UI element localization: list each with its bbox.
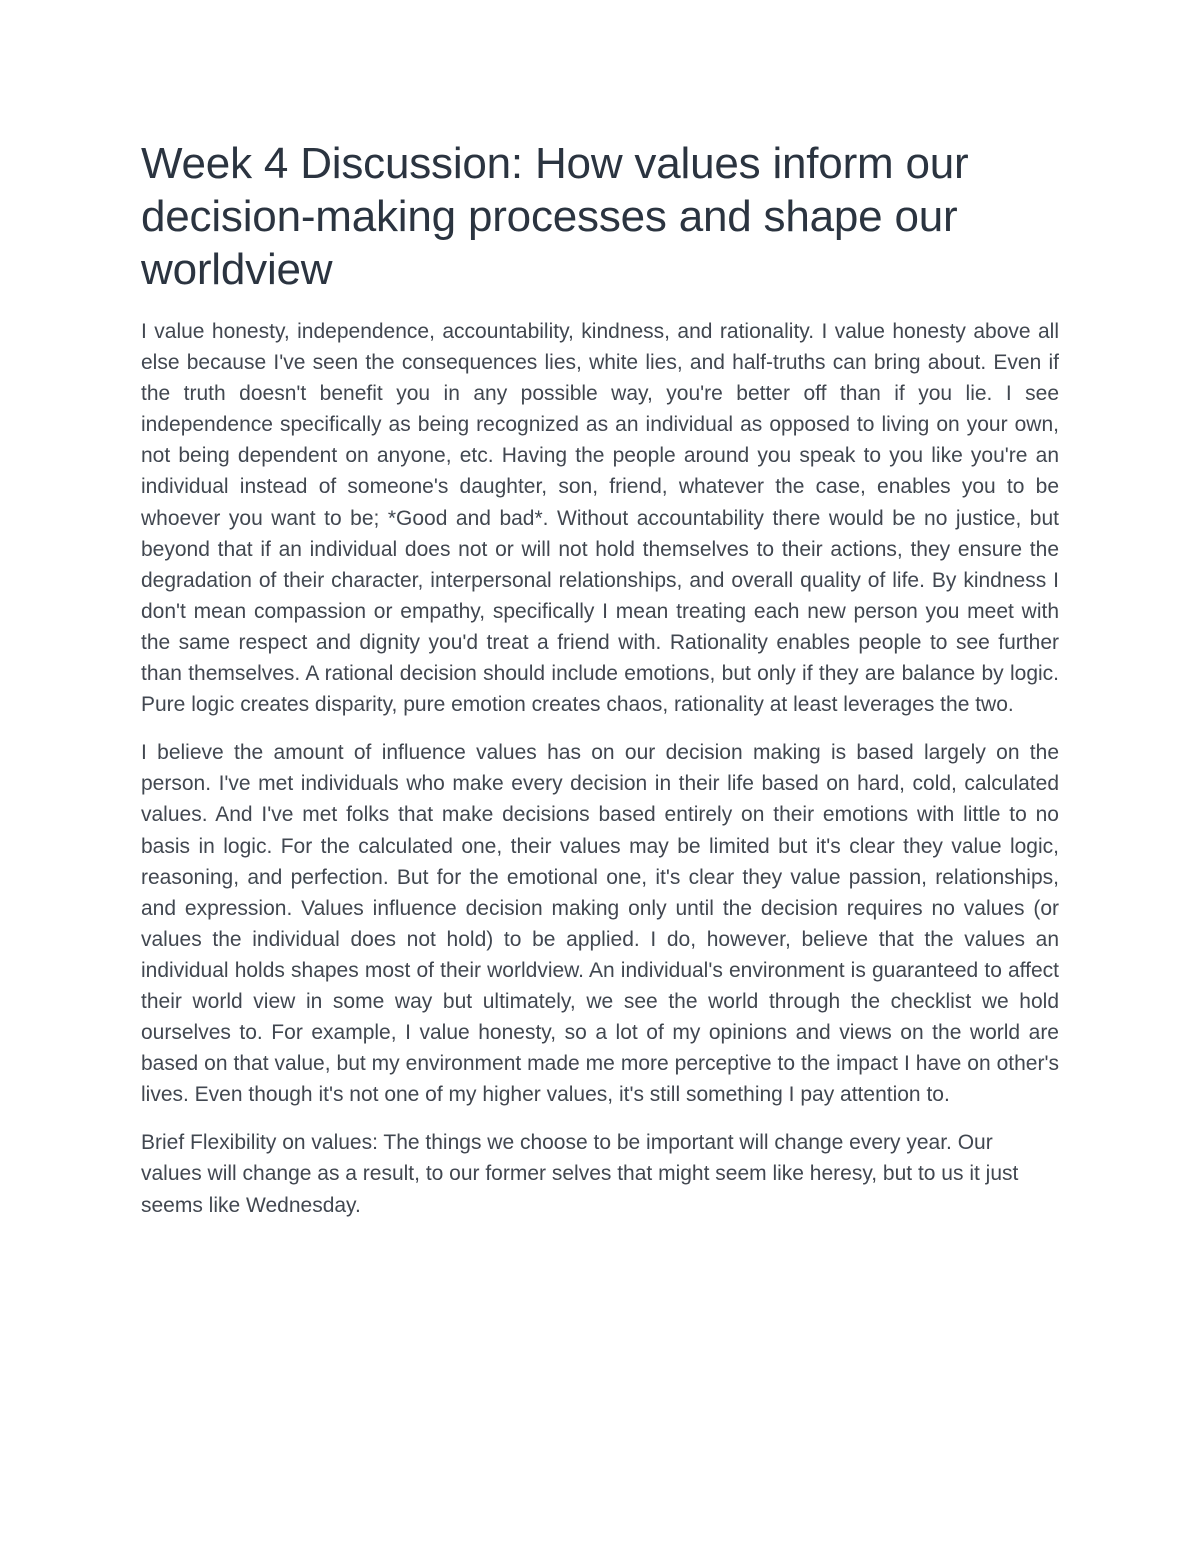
document-page [141, 137, 1059, 1221]
paragraph-influence: I believe the amount of influence values has on our decision making is based largely on the person. I've met individuals who make every decision in their life based on hard, cold, calculated values. And I've met folks that make decisions based entirely on their emotions with little to no basis in logic. For the calculated one, their values may be limited but it's clear they value logic, reasoning, and perfection. But for the emotional one, it's clear they value passion, relationships, and expression. Values influence decision making only until the decision requires no values (or values the individual does not hold) to be applied. I do, however, believe that the values an individual holds shapes most of their worldview. An individual's environment is guaranteed to affect their world view in some way but ultimately, we see the world through the checklist we hold ourselves to. For example, I value honesty, so a lot of my opinions and views on the world are based on that value, but my environment made me more perceptive to the impact I have on other's lives. Even though it's not one of my higher values, it's still something I pay attention to. [141, 741, 1059, 1107]
paragraph-flexibility: Brief Flexibility on values: The things we choose to be important will change every year. Our values will change as a result, to our former selves that might seem like heresy, but to us it just seems like Wednesday. [141, 1131, 1019, 1217]
paragraph-values: I value honesty, independence, accountability, kindness, and rationality. I value honesty above all else because I've seen the consequences lies, white lies, and half-truths can bring about. Even if the truth doesn't benefit you in any possible way, you're better off than if you lie. I see independence specifically as being recognized as an individual as opposed to living on your own, not being dependent on anyone, etc. Having the people around you speak to you like you're an individual instead of someone's daughter, son, friend, whatever the case, enables you to be whoever you want to be; *Good and bad*. Without accountability there would be no justice, but beyond that if an individual does not or will not hold themselves to their actions, they ensure the degradation of their character, interpersonal relationships, and overall quality of life. By kindness I don't mean compassion or empathy, specifically I mean treating each new person you meet with the same respect and dignity you'd treat a friend with. Rationality enables people to see further than themselves. A rational decision should include emotions, but only if they are balance by logic. Pure logic creates disparity, pure emotion creates chaos, rationality at least leverages the two. [141, 320, 1059, 717]
document-title: Week 4 Discussion: How values inform our decision-making processes and shape our worldview [141, 139, 969, 294]
